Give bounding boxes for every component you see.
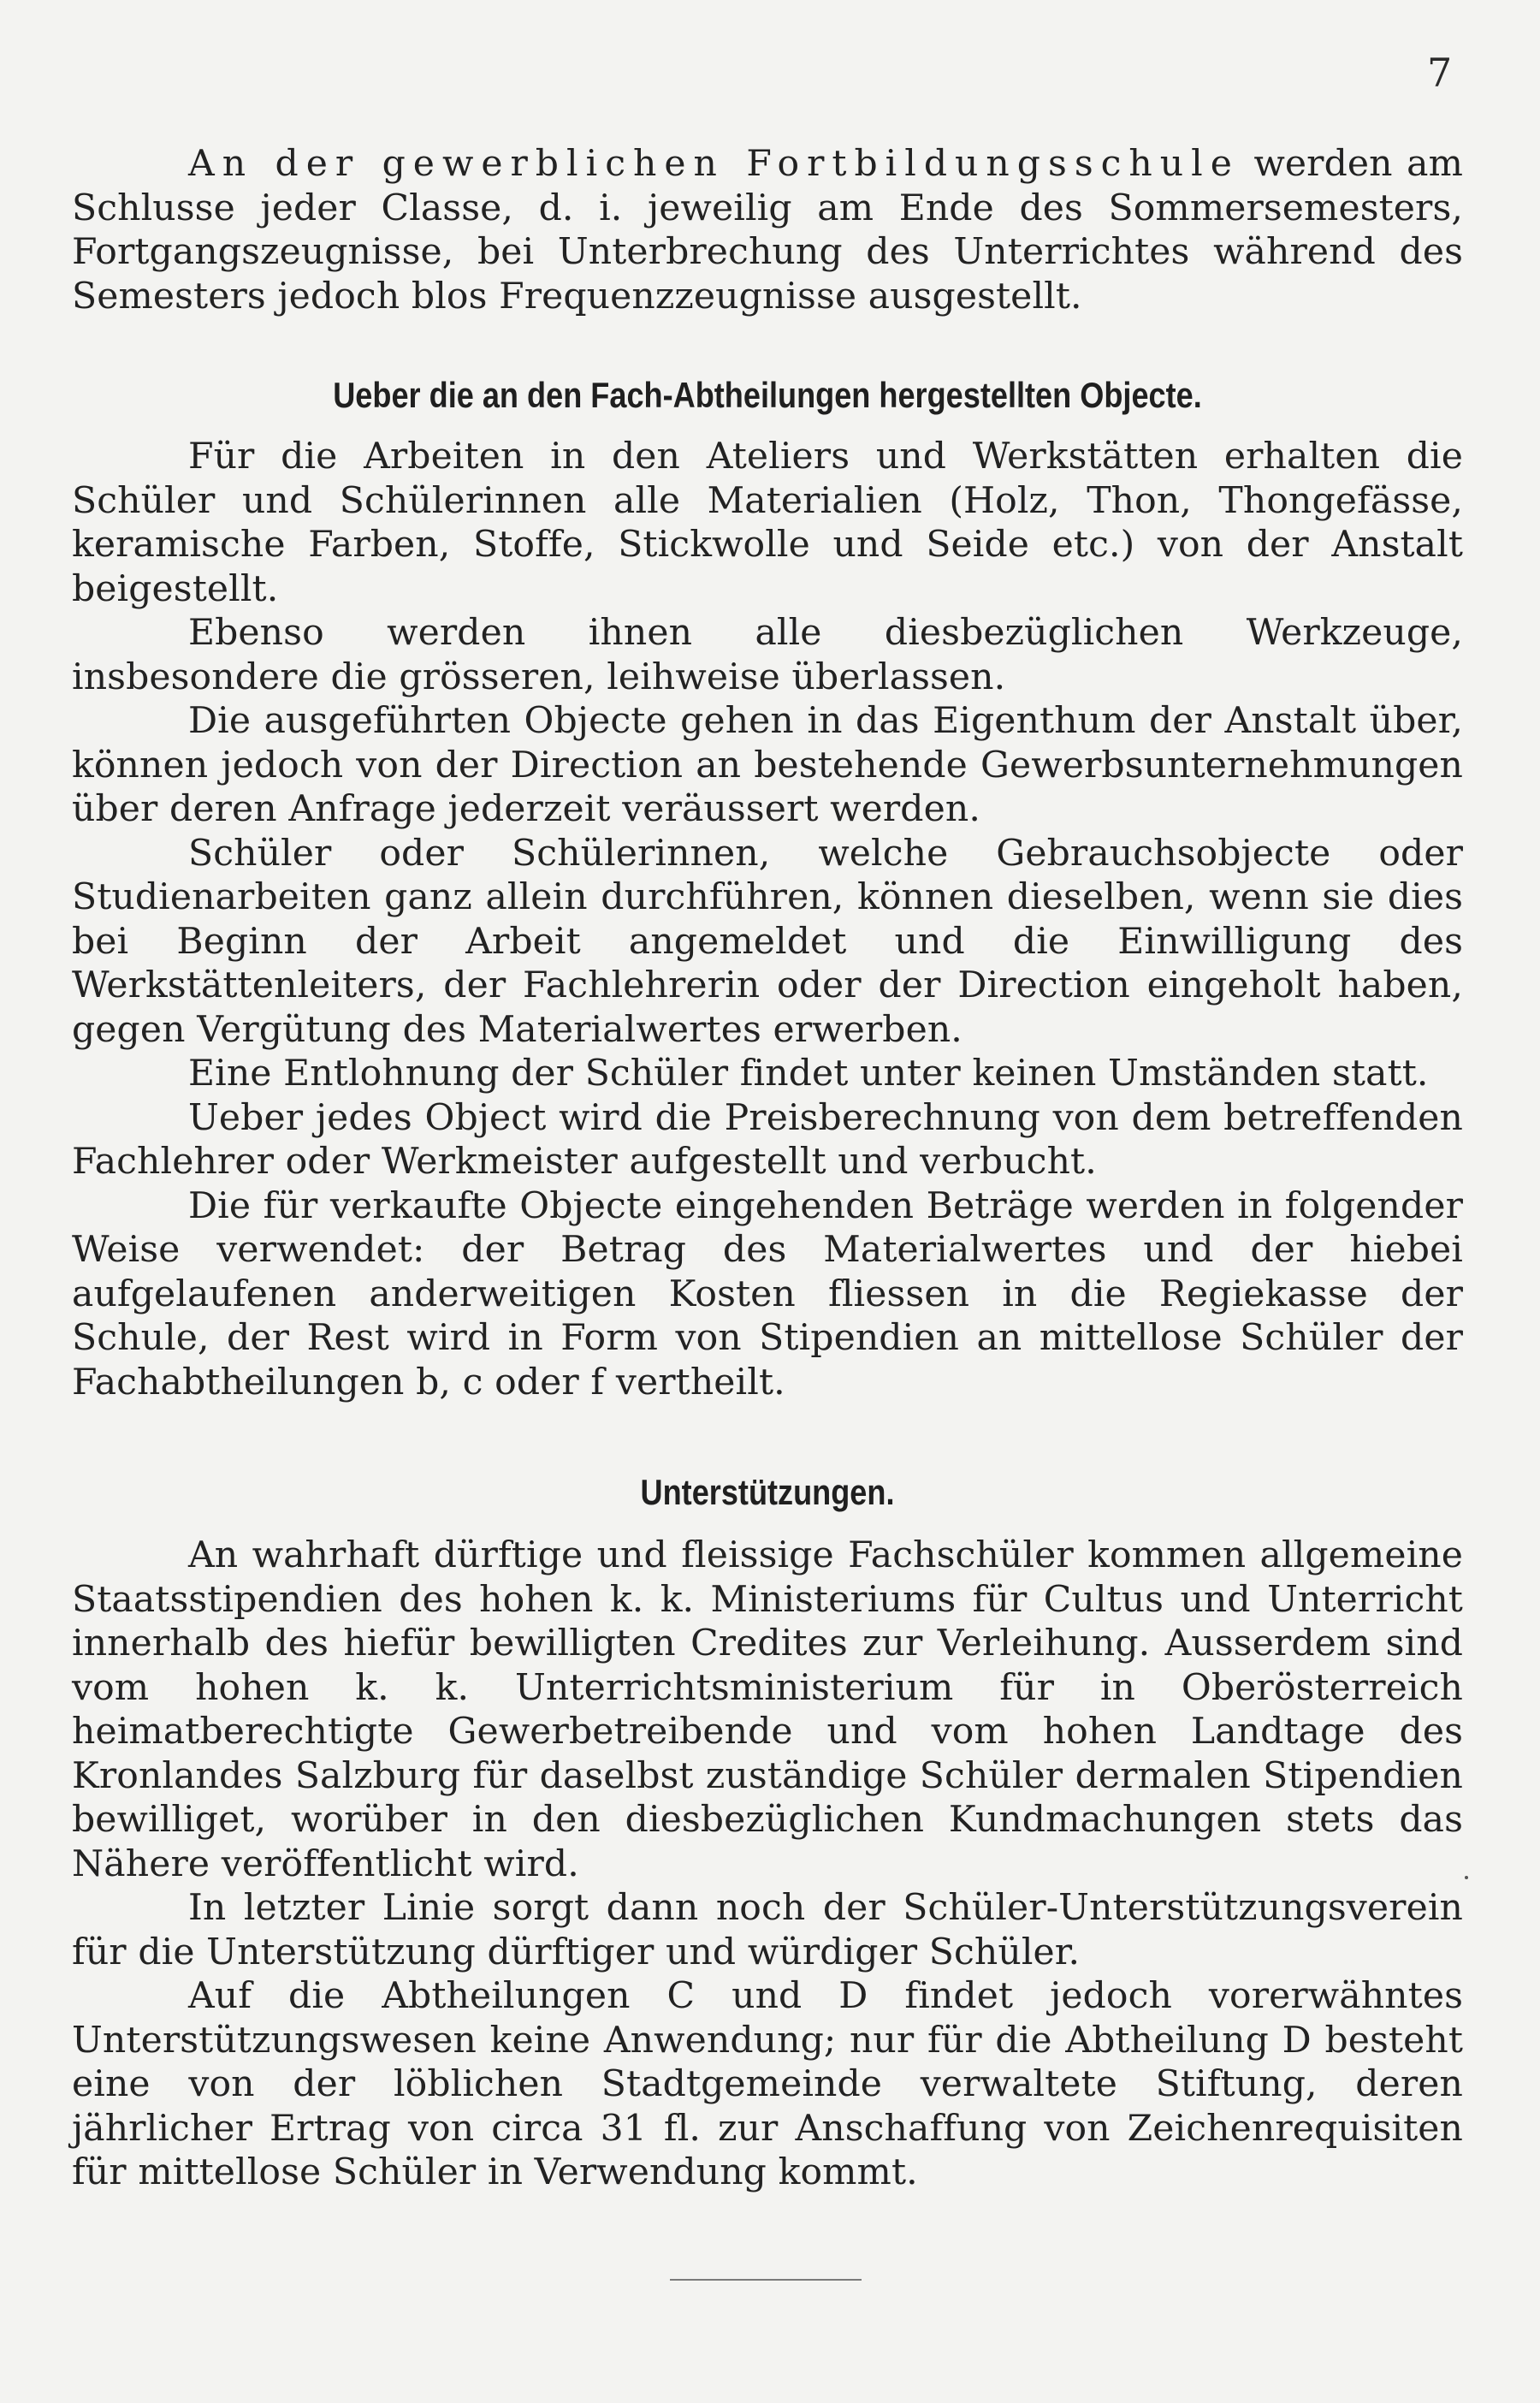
objects-paragraph-1: Für die Arbeiten in den Ateliers und Werkstätten erhalten die Schüler und Schülerinnen alle Materialien (Holz, Thon, Thongefässe, keramische Farben, Stoffe, Stickwolle und Seide etc.) von der Anstalt beigestellt. xyxy=(72,436,1463,610)
intro-text: werden am Schlusse jeder Classe, d. i. jeweilig am Ende des Sommersemesters, Fortgangszeugnisse, bei Unterbrechung des Unterrichtes während des Semesters jedoch blos Frequenzzeugnisse ausgestellt. xyxy=(72,143,1463,317)
objects-paragraph-4: Schüler oder Schülerinnen, welche Gebrauchsobjecte oder Studienarbeiten ganz allein durchführen, können dieselben, wenn sie dies bei Beginn der Arbeit angemeldet und die Einwilligung des Werkstättenleiters, der Fachlehrerin oder der Direction eingeholt haben, gegen Vergütung des Materialwertes erwerben. xyxy=(72,832,1463,1051)
objects-heading-wrap xyxy=(72,373,1463,418)
objects-paragraph-5: Eine Entlohnung der Schüler findet unter keinen Umständen statt. xyxy=(188,1053,1429,1095)
heading-support: Unterstützungen. xyxy=(640,1472,895,1512)
objects-paragraph-2: Ebenso werden ihnen alle diesbezüglichen Werkzeuge, insbesondere die grösseren, leihweise überlassen. xyxy=(72,612,1463,698)
support-paragraph-2: In letzter Linie sorgt dann noch der Schüler-Unterstützungsverein für die Unterstützung dürftiger und würdiger Schüler. xyxy=(72,1887,1463,1973)
support-heading-wrap xyxy=(72,1470,1463,1515)
print-speck xyxy=(1465,1876,1468,1879)
objects-paragraph-3: Die ausgeführten Objecte gehen in das Eigenthum der Anstalt über, können jedoch von der Direction an bestehende Gewerbsunternehmungen über deren Anfrage jederzeit veräussert werden. xyxy=(72,700,1463,830)
objects-section xyxy=(72,435,1463,1404)
support-paragraph-1: An wahrhaft dürftige und fleissige Fachschüler kommen allgemeine Staatsstipendien des hohen k. k. Ministeriums für Cultus und Unterricht innerhalb des hiefür bewilligten Credites zur Verleihung. Ausserdem sind vom hohen k. k. Unterrichtsministerium für in Oberösterreich heimatberechtigte Gewerbetreibende und vom hohen Landtage des Kronlandes Salzburg für daselbst zuständige Schüler dermalen Stipendien bewilliget, worüber in den diesbezüglichen Kundmachungen stets das Nähere veröffentlicht wird. xyxy=(72,1534,1463,1885)
intro-section xyxy=(72,142,1463,318)
support-paragraph-3: Auf die Abtheilungen C und D findet jedoch vorerwähntes Unterstützungswesen keine Anwendung; nur für die Abtheilung D besteht eine von der löblichen Stadtgemeinde verwaltete Stiftung, deren jährlicher Ertrag von circa 31 fl. zur Anschaffung von Zeichenrequisiten für mittellose Schüler in Verwendung kommt. xyxy=(72,1975,1463,2193)
page-number: 7 xyxy=(1427,50,1453,96)
support-section xyxy=(72,1534,1463,2195)
spaced-lead-text: An der gewerblichen Fortbildungsschule xyxy=(188,143,1240,185)
heading-objects: Ueber die an den Fach-Abtheilungen hergestellten Objecte. xyxy=(333,375,1202,415)
objects-paragraph-6: Ueber jedes Object wird die Preisberechnung von dem betreffenden Fachlehrer oder Werkmeister aufgestellt und verbucht. xyxy=(72,1096,1463,1183)
closing-rule xyxy=(670,2279,862,2281)
intro-paragraph xyxy=(72,142,1463,318)
objects-paragraph-7: Die für verkaufte Objecte eingehenden Beträge werden in folgender Weise verwendet: der Betrag des Materialwertes und der hiebei aufgelaufenen anderweitigen Kosten fliessen in die Regiekasse der Schule, der Rest wird in Form von Stipendien an mittellose Schüler der Fachabtheilungen b, c oder f vertheilt. xyxy=(72,1184,1463,1403)
